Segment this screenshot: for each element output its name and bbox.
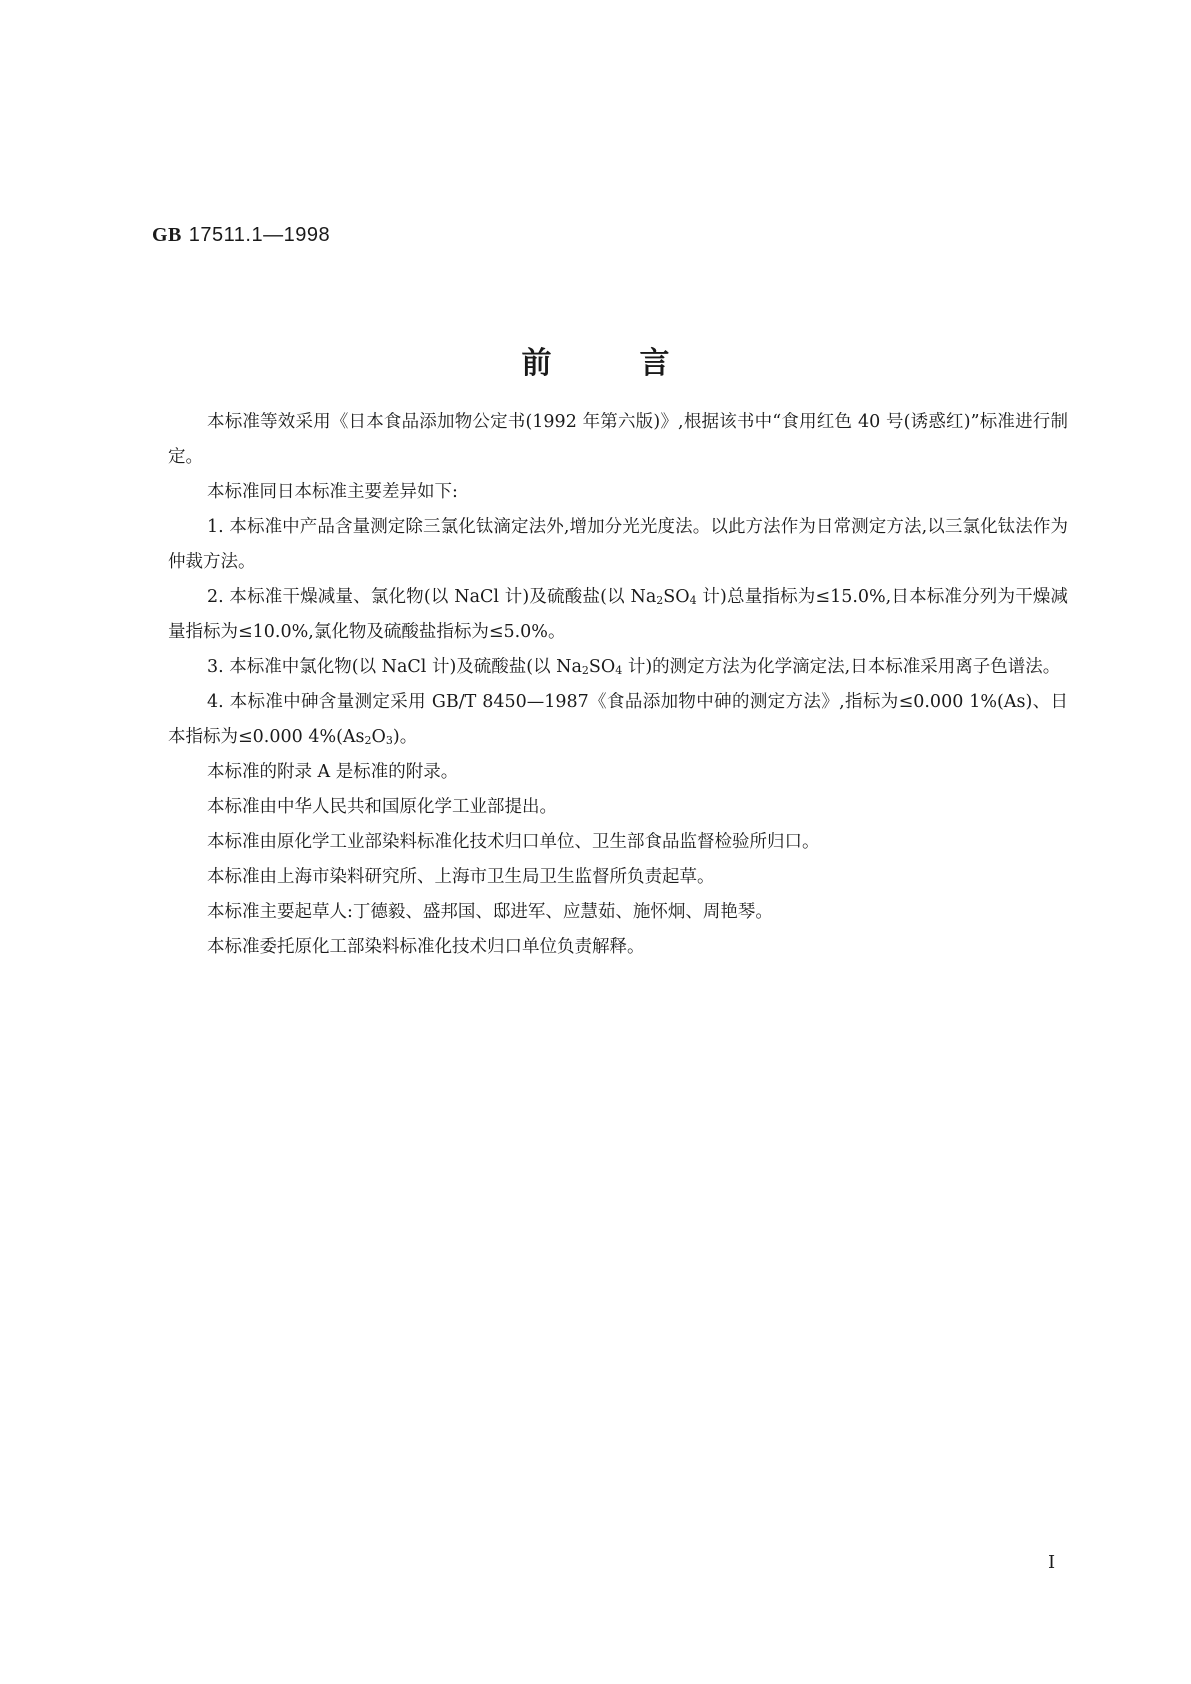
- paragraph-interpretation: 本标准委托原化工部染料标准化技术归口单位负责解释。: [207, 937, 645, 957]
- standard-number: 17511.1—1998: [188, 224, 331, 246]
- standard-code: [152, 222, 330, 247]
- paragraph-drafting-units: 本标准由上海市染料研究所、上海市卫生局卫生监督所负责起草。: [207, 867, 715, 887]
- paragraph-drafters: 本标准主要起草人:丁德毅、盛邦国、邸进军、应慧茹、施怀炯、周艳琴。: [207, 902, 773, 922]
- paragraph-difference-1: 1. 本标准中产品含量测定除三氯化钛滴定法外,增加分光光度法。以此方法作为日常测定方法,以三氯化钛法作为仲裁方法。: [168, 517, 1068, 572]
- paragraph-adoption: 本标准等效采用《日本食品添加物公定书(1992 年第六版)》,根据该书中“食用红色 40 号(诱惑红)”标准进行制定。: [168, 412, 1068, 467]
- foreword-body: [168, 405, 1068, 965]
- paragraph-centralized: 本标准由原化学工业部染料标准化技术归口单位、卫生部食品监督检验所归口。: [207, 832, 820, 852]
- paragraph-appendix: 本标准的附录 A 是标准的附录。: [207, 762, 459, 782]
- paragraph-difference-4: 4. 本标准中砷含量测定采用 GB/T 8450—1987《食品添加物中砷的测定方法》,指标为≤0.000 1%(As)、日本指标为≤0.000 $4\%(As_2O_3)$。: [168, 692, 1068, 747]
- paragraph-proposer: 本标准由中华人民共和国原化学工业部提出。: [207, 797, 557, 817]
- page-title: 前言: [521, 346, 758, 381]
- standard-prefix: GB: [152, 224, 182, 246]
- paragraph-differences-intro: 本标准同日本标准主要差异如下:: [207, 482, 458, 502]
- paragraph-difference-3: 3. 本标准中氯化物(以 NaCl 计)及硫酸盐(以 $Na_2SO_4$ 计)的测定方法为化学滴定法,日本标准采用离子色谱法。: [207, 657, 1061, 677]
- page-number: I: [1048, 1552, 1056, 1573]
- paragraph-difference-2: 2. 本标准干燥减量、氯化物(以 NaCl 计)及硫酸盐(以 $Na_2SO_4$ 计)总量指标为≤15.0%,日本标准分列为干燥减量指标为≤10.0%,氯化物及硫酸盐指标为≤5.0%。: [168, 587, 1068, 642]
